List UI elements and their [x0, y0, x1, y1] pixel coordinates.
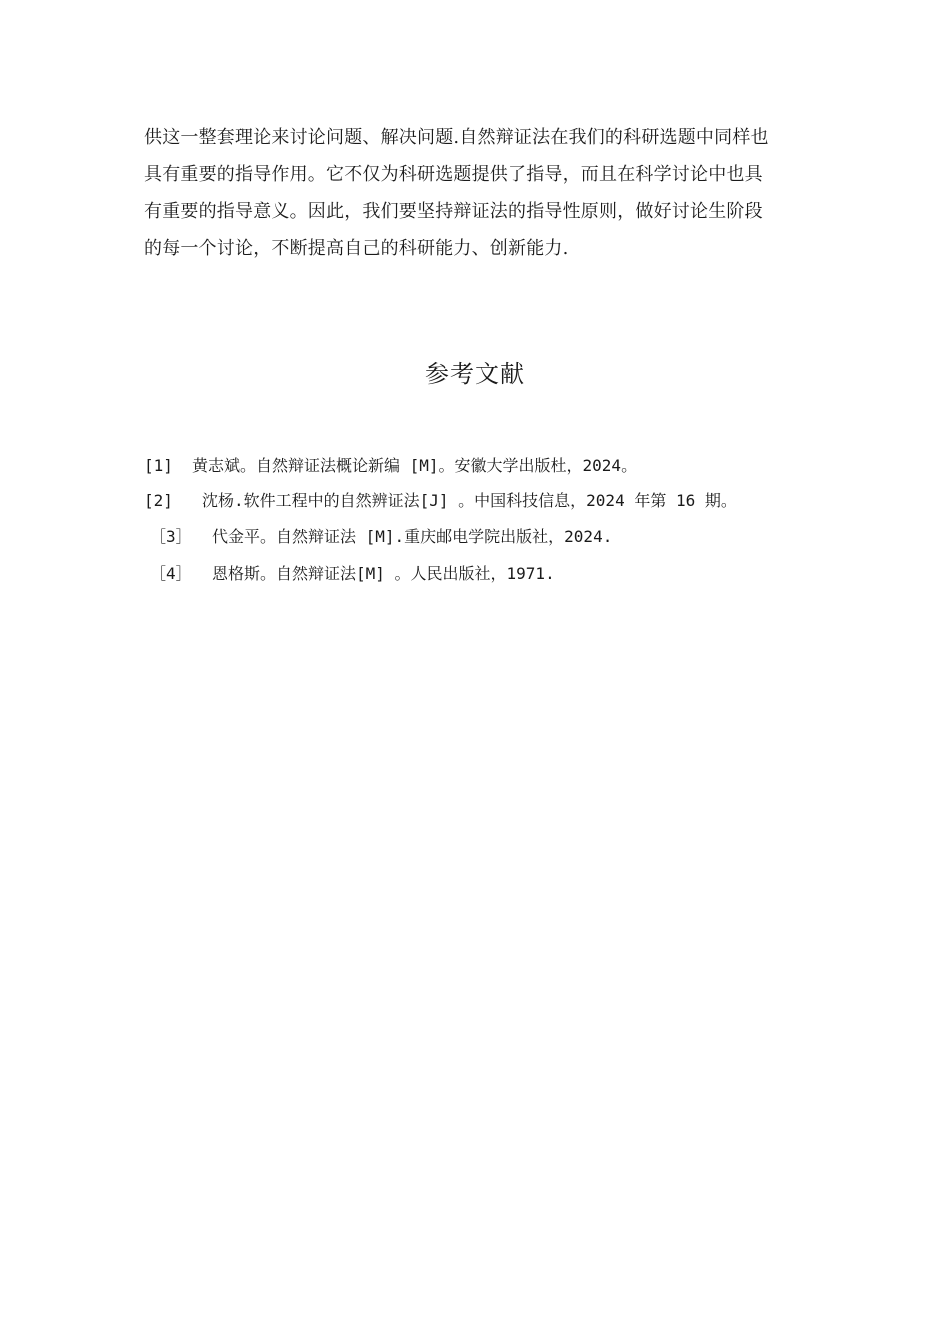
reference-text: 沈杨.软件工程中的自然辨证法[J] 。中国科技信息，2024 年第 16 期。: [202, 491, 737, 510]
paragraph-line-3: 有重要的指导意义。因此，我们要坚持辩证法的指导性原则，做好讨论生阶段: [144, 201, 763, 222]
reference-text: 黄志斌。自然辩证法概论新编 [M]。安徽大学出版杜，2024。: [192, 456, 638, 475]
reference-number: ［4］: [150, 564, 192, 583]
reference-item: [150, 526, 612, 548]
paragraph-line-1: 供这一整套理论来讨论问题、解决问题.自然辩证法在我们的科研选题中同样也: [144, 127, 769, 148]
reference-item: [150, 563, 555, 585]
reference-item: [144, 490, 737, 512]
reference-text: 恩格斯。自然辩证法[M] 。人民出版社，1971.: [212, 564, 555, 583]
references-heading: 参考文献: [425, 360, 525, 388]
paragraph-line-4: 的每一个讨论，不断提高自己的科研能力、创新能力.: [144, 238, 569, 259]
reference-number: [1]: [144, 456, 173, 475]
paragraph-line-2: 具有重要的指导作用。它不仅为科研选题提供了指导，而且在科学讨论中也具: [144, 164, 763, 185]
reference-number: [2]: [144, 491, 173, 510]
reference-number: ［3］: [150, 527, 192, 546]
reference-item: [144, 455, 637, 477]
reference-text: 代金平。自然辩证法 [M].重庆邮电学院出版社，2024.: [212, 527, 613, 546]
